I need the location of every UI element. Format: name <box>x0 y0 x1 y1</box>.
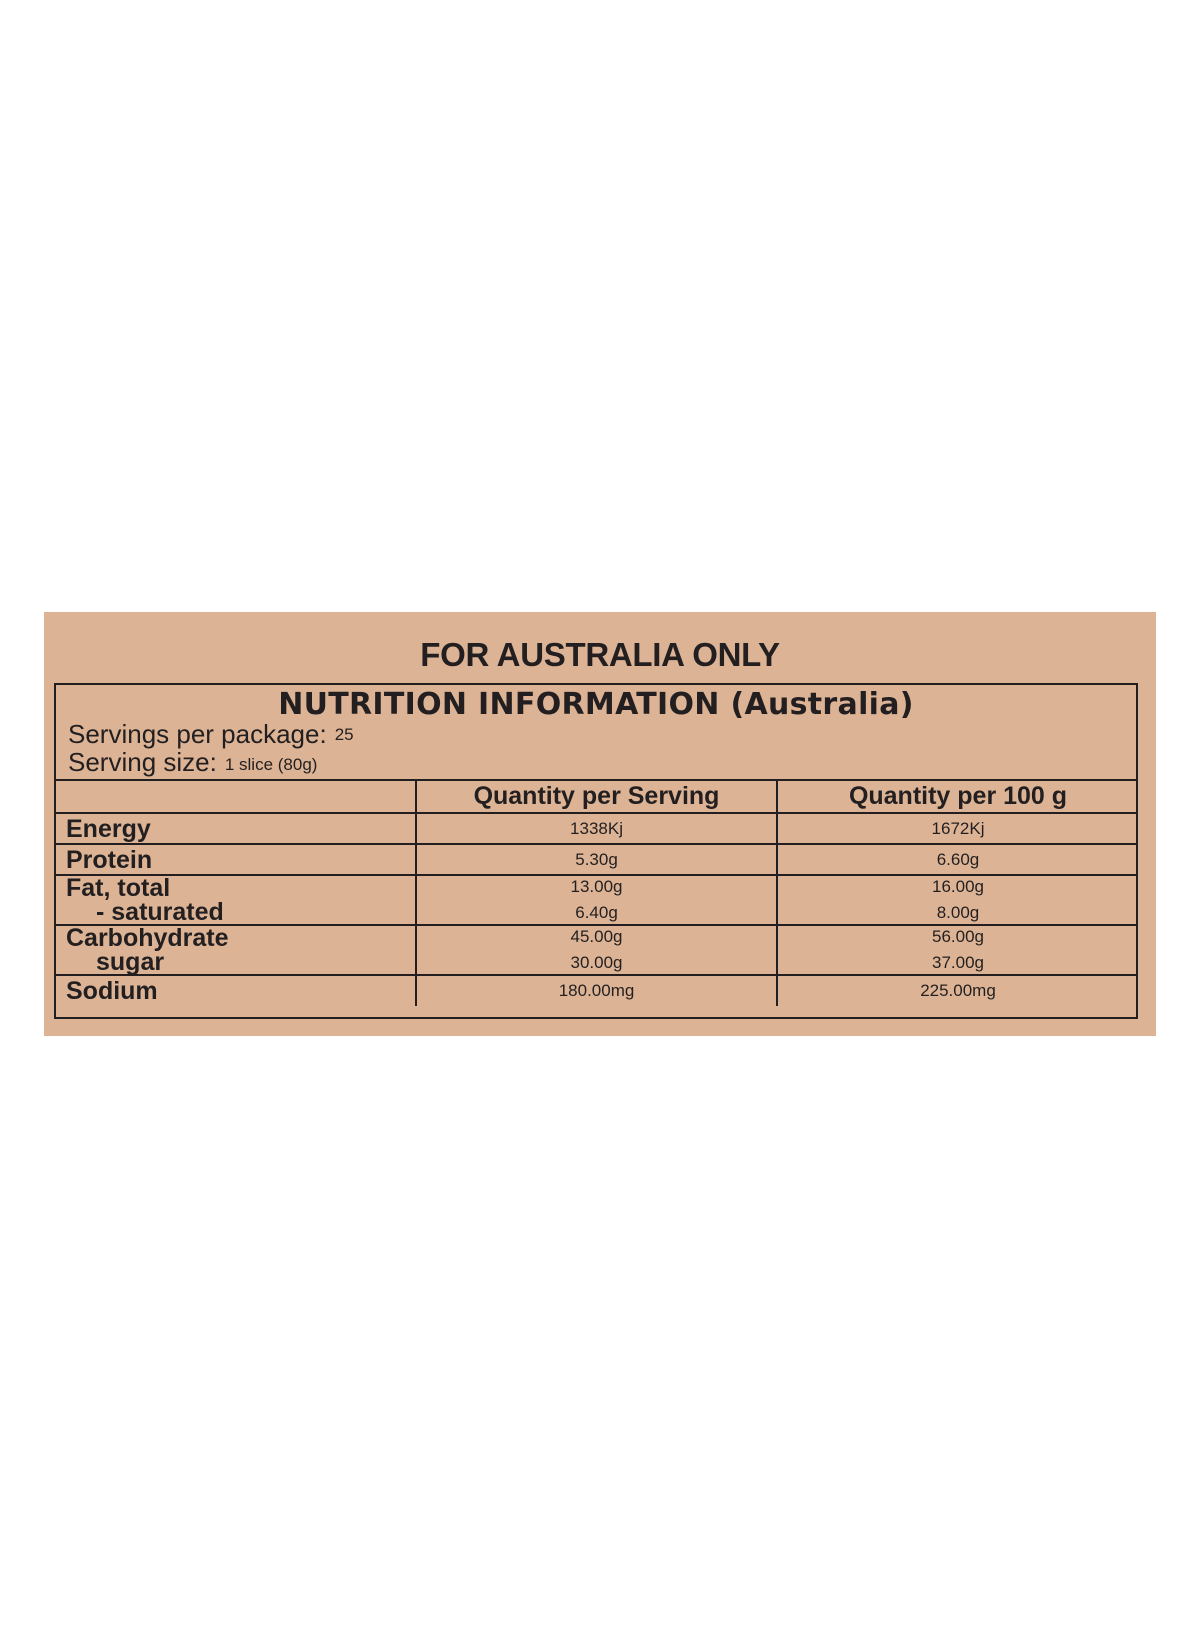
serving-size-value: 1 slice (80g) <box>224 755 318 774</box>
per-serving-value: 5.30g <box>416 844 777 875</box>
table-row <box>54 844 1138 875</box>
table-row <box>54 975 1138 1006</box>
nutrient-name: Carbohydrate <box>66 924 229 952</box>
table-header-row <box>54 780 1138 813</box>
nutrient-name: Fat, total <box>66 874 171 902</box>
nutrient-subname: sugar <box>96 948 165 976</box>
nutrient-cell <box>54 875 416 925</box>
table-row <box>54 813 1138 844</box>
country-heading: FOR AUSTRALIA ONLY <box>420 636 780 673</box>
nutrition-table <box>54 779 1138 1006</box>
per-100g-value: 16.00g <box>932 877 984 896</box>
servings-label: Servings per package: <box>68 719 327 749</box>
per-100g-sub-value: 8.00g <box>936 903 980 922</box>
per-serving-value: 180.00mg <box>416 975 777 1006</box>
nutrient-name: Energy <box>54 813 416 844</box>
nutrient-name: Sodium <box>54 975 416 1006</box>
serving-size <box>68 747 317 778</box>
column-header-nutrient <box>54 780 416 813</box>
column-header-per-100g: Quantity per 100 g <box>777 780 1138 813</box>
per-100g-sub-value: 37.00g <box>932 953 984 972</box>
per-serving-value: 13.00g <box>570 877 623 896</box>
per-serving-sub-value: 6.40g <box>575 903 618 922</box>
per-100g-cell <box>777 925 1138 975</box>
table-row <box>54 875 1138 925</box>
per-serving-cell <box>416 925 777 975</box>
serving-size-label: Serving size: <box>68 747 217 777</box>
per-serving-sub-value: 30.00g <box>570 953 623 972</box>
nutrition-label <box>54 683 1138 1019</box>
nutrient-cell <box>54 925 416 975</box>
per-100g-value: 225.00mg <box>777 975 1138 1006</box>
servings-value: 25 <box>334 725 354 744</box>
nutrition-panel <box>44 612 1156 1036</box>
per-100g-value: 56.00g <box>932 927 984 946</box>
per-100g-value: 6.60g <box>777 844 1138 875</box>
per-serving-value: 1338Kj <box>416 813 777 844</box>
nutrition-title: NUTRITION INFORMATION (Australia) <box>278 687 914 722</box>
servings-per-package <box>68 719 354 750</box>
per-100g-value: 1672Kj <box>777 813 1138 844</box>
table-row <box>54 925 1138 975</box>
nutrient-subname: - saturated <box>96 898 224 926</box>
nutrient-name: Protein <box>54 844 416 875</box>
column-header-per-serving: Quantity per Serving <box>416 780 777 813</box>
per-100g-cell <box>777 875 1138 925</box>
per-serving-cell <box>416 875 777 925</box>
per-serving-value: 45.00g <box>570 927 623 946</box>
